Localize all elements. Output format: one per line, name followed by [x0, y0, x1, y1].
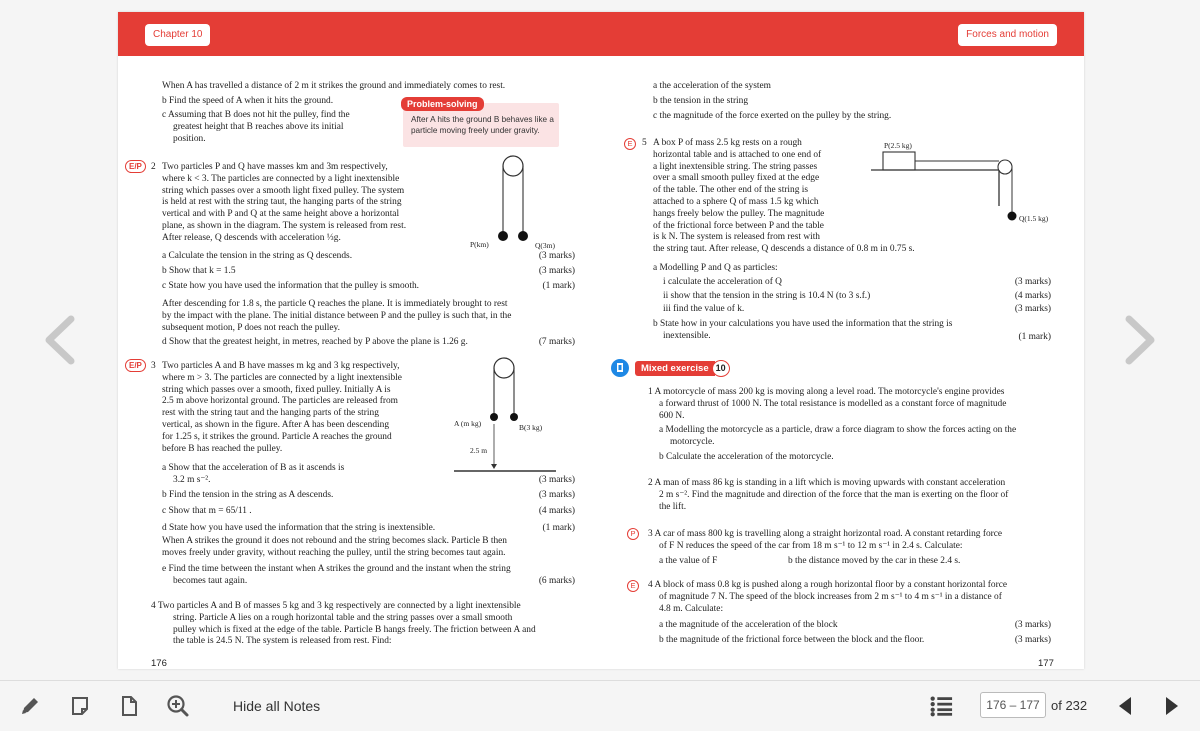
q5-diagram-q-label: Q(1.5 kg) — [1019, 214, 1049, 223]
next-spread-arrow-icon[interactable] — [1120, 315, 1160, 365]
page-range-field[interactable]: 176 – 177 — [980, 692, 1046, 718]
m1-lines-line: 600 N. — [659, 410, 685, 421]
q2d: d Show that the greatest height, in metres, reached by P above the plane is 1.26 g. — [162, 337, 468, 347]
q2-lines-line: Two particles P and Q have masses km and 3m respectively, — [162, 162, 388, 172]
problem-solving-box — [403, 99, 559, 147]
q2-after-line: by the impact with the plane. The initial distance between P and the pulley is such that, in the — [162, 310, 512, 321]
prev-spread-arrow-icon[interactable] — [40, 315, 80, 365]
q4-lines-line: string. Particle A lies on a rough horizontal table and the string passes over a small smooth — [173, 612, 513, 623]
m2-lines-line: the lift. — [659, 501, 687, 512]
q3-lines-line: for 1.25 s, it strikes the ground. Particle A reaches the ground — [162, 431, 392, 442]
q3-lines-line: Two particles A and B have masses m kg and 3 kg respectively, — [162, 361, 400, 371]
p-badge-m3: P — [627, 528, 639, 540]
q5-lines-line: horizontal table and is attached to one end of — [653, 149, 822, 160]
q3-lines-line: 2.5 m above horizontal ground. The particles are released from — [162, 396, 398, 407]
q2b: b Show that k = 1.5 — [162, 266, 236, 276]
q1c-line-2: greatest height that B reaches above its initial — [173, 122, 344, 132]
q3e-marks: (6 marks) — [538, 576, 575, 586]
ep-badge-q3: E/P — [125, 359, 146, 372]
m2-lines-line: 2 m s⁻². Find the magnitude and direction of the force that the man is exerting on the floor of — [659, 489, 1009, 500]
q3-after-line: When A strikes the ground it does not rebound and the string becomes slack. Particle B then — [162, 536, 507, 546]
left-page — [118, 56, 601, 669]
mixed-q4a-marks: (3 marks) — [1014, 620, 1051, 630]
q4-lines-line: the table is 24.5 N. The system is released from rest. Find: — [173, 636, 392, 647]
q5-lines-line: a light inextensible string. The string passes — [653, 161, 818, 172]
mixed-q4a: a the magnitude of the acceleration of the block — [659, 620, 838, 630]
q3-lines-line: vertical, as shown in the figure. After A has been descending — [162, 420, 390, 430]
q2-after-line: After descending for 1.8 s, the particle Q reaches the plane. It is immediately brought to rest — [162, 299, 508, 309]
mixed-q1a-line-2: motorcycle. — [670, 437, 715, 447]
list-icon[interactable] — [929, 694, 953, 718]
q3b: b Find the tension in the string as A descends. — [162, 490, 334, 500]
q5aiii-marks: (3 marks) — [1014, 304, 1051, 314]
q3c-marks: (4 marks) — [538, 506, 575, 516]
chapter-header-bar — [118, 12, 1084, 56]
q2-number: 2 — [151, 162, 156, 172]
q2-lines-line: is held at rest with the string taut, the hanging parts of the string — [162, 197, 402, 208]
ep-badge-q2: E/P — [125, 160, 146, 173]
q5-lines-line: A box P of mass 2.5 kg rests on a rough — [653, 138, 802, 148]
q5-lines-line: the string taut. After release, Q descends a distance of 0.8 m in 0.75 s. — [653, 244, 915, 255]
q5-lines-line: is k N. The system is released from rest with — [653, 232, 820, 243]
q1c-line-1: c Assuming that B does not hit the pulley, find the — [162, 110, 350, 120]
right-page — [601, 56, 1084, 669]
q5ai: i calculate the acceleration of Q — [663, 277, 782, 287]
q2c: c State how you have used the information that the pulley is smooth. — [162, 281, 419, 291]
mixed-q3a: a the value of F — [659, 556, 718, 566]
q1-intro: When A has travelled a distance of 2 m it strikes the ground and immediately comes to rest. — [162, 81, 506, 91]
mixed-exercise-icon — [611, 359, 629, 377]
q2c-marks: (1 mark) — [542, 281, 575, 291]
m4-lines-line: 4 A block of mass 0.8 kg is pushed along a rough horizontal floor by a constant horizontal force — [648, 580, 1008, 590]
q1b: b Find the speed of A when it hits the ground. — [162, 96, 334, 106]
q4-lines-line: pulley which is fixed at the edge of the table. Particle B hangs freely. The friction between A and — [173, 624, 536, 635]
q3-after-line: moves freely under gravity, without reaching the pulley, until the string becomes taut again. — [162, 547, 506, 558]
mixed-q1a-line-1: a Modelling the motorcycle as a particle, draw a force diagram to show the forces acting on the — [659, 425, 1017, 435]
m1-lines-line: 1 A motorcycle of mass 200 kg is moving along a level road. The motorcycle's engine provides — [648, 387, 1005, 397]
q4a: a the acceleration of the system — [653, 81, 771, 91]
q3-lines-line: where m > 3. The particles are connected by a light inextensible — [162, 372, 402, 383]
q2a: a Calculate the tension in the string as Q descends. — [162, 251, 353, 261]
q3-lines-line: before B has reached the pulley. — [162, 443, 283, 454]
q3a-marks: (3 marks) — [538, 475, 575, 485]
m2-lines-line: 2 A man of mass 86 kg is standing in a lift which is moving upwards with constant acceleration — [648, 478, 1006, 488]
q5b-marks: (1 mark) — [1018, 332, 1051, 342]
q2-diagram-p-label: P(km) — [470, 240, 489, 249]
note-icon[interactable] — [68, 694, 92, 718]
q3d-marks: (1 mark) — [542, 523, 575, 533]
mixed-exercise-number: 10 — [712, 360, 730, 377]
q3-number: 3 — [151, 361, 156, 371]
q2-lines-line: plane, as shown in the diagram. The system is released from rest. — [162, 221, 407, 231]
q3c: c Show that m = 65/11 . — [162, 506, 252, 516]
q2-lines-line: where k < 3. The particles are connected by a light inextensible — [162, 173, 400, 184]
problem-solving-text: After A hits the ground B behaves like a particle moving freely under gravity. — [411, 115, 554, 135]
page-icon[interactable] — [117, 694, 141, 718]
q4-lines-line: 4 Two particles A and B of masses 5 kg and 3 kg respectively are connected by a light inextensible — [151, 601, 521, 611]
q5b-line-1: b State how in your calculations you have used the information that the string is — [653, 319, 953, 329]
q5-lines-line: over a small smooth pulley fixed at the edge — [653, 173, 820, 184]
mixed-q4b-marks: (3 marks) — [1014, 635, 1051, 645]
q3a-line-1: a Show that the acceleration of B as it ascends is — [162, 463, 345, 473]
q3-lines-line: string which passes over a smooth, fixed pulley. Initially A is — [162, 384, 391, 395]
q5-lines-line: of the frictional force between P and the table — [653, 220, 824, 231]
q5-lines-line: attached to a sphere Q of mass 1.5 kg which — [653, 197, 819, 207]
mixed-exercise-label: Mixed exercise — [635, 361, 715, 376]
q5a: a Modelling P and Q as particles: — [653, 263, 778, 273]
hide-notes-button[interactable]: Hide all Notes — [233, 698, 321, 714]
q5-lines-line: of the table. The other end of the string is — [653, 185, 808, 196]
q5-lines-line: hangs freely below the pulley. The magnitude — [653, 208, 825, 219]
m3-lines-line: 3 A car of mass 800 kg is travelling along a straight horizontal road. A constant retarding force — [648, 529, 1003, 539]
next-icon[interactable] — [1160, 694, 1184, 718]
q2-pulley-diagram — [463, 154, 563, 246]
q3d: d State how you have used the information that the string is inextensible. — [162, 523, 436, 533]
m4-lines-line: of magnitude 7 N. The speed of the block increases from 2 m s⁻¹ to 4 m s⁻¹ in a distance of — [659, 591, 1002, 602]
q2-after-line: subsequent motion, P does not reach the pulley. — [162, 322, 340, 333]
pencil-icon[interactable] — [18, 694, 42, 718]
problem-solving-label: Problem-solving — [401, 97, 484, 111]
m1-lines-line: a forward thrust of 1000 N. The total resistance is modelled as a constant force of magnitude — [659, 398, 1007, 409]
q3-diagram-a-label: A (m kg) — [454, 419, 482, 428]
q3b-marks: (3 marks) — [538, 490, 575, 500]
right-page-number: 177 — [1038, 658, 1054, 669]
q2-lines-line: vertical and with P and Q at the same height above a horizontal — [162, 209, 400, 220]
q2b-marks: (3 marks) — [538, 266, 575, 276]
m4-lines-line: 4.8 m. Calculate: — [659, 603, 724, 614]
mixed-q4b: b the magnitude of the frictional force between the block and the floor. — [659, 635, 925, 645]
q3-pulley-diagram — [448, 356, 558, 478]
q1c-line-3: position. — [173, 134, 206, 144]
q3e-line-2: becomes taut again. — [173, 576, 248, 586]
mixed-q3b: b the distance moved by the car in these 2.4 s. — [788, 556, 961, 566]
q3e-line-1: e Find the time between the instant when A strikes the ground and the instant when the string — [162, 564, 511, 574]
zoom-in-icon[interactable] — [166, 694, 190, 718]
q5-number: 5 — [642, 138, 647, 148]
q2-diagram-q-label: Q(3m) — [535, 241, 555, 250]
m3-lines-line: of F N reduces the speed of the car from 18 m s⁻¹ to 12 m s⁻¹ in 2.4 s. Calculate: — [659, 540, 963, 551]
q5aiii: iii find the value of k. — [663, 304, 745, 314]
q2a-marks: (3 marks) — [538, 251, 575, 261]
prev-icon[interactable] — [1113, 694, 1137, 718]
page-spread — [118, 12, 1084, 669]
e-badge-q5: E — [624, 138, 636, 150]
page-total-label: of 232 — [1051, 698, 1088, 713]
q5ai-marks: (3 marks) — [1014, 277, 1051, 287]
reader-toolbar — [0, 680, 1200, 731]
mixed-q1b: b Calculate the acceleration of the motorcycle. — [659, 452, 834, 462]
q4c: c the magnitude of the force exerted on the pulley by the string. — [653, 111, 892, 121]
left-page-number: 176 — [151, 658, 167, 669]
q5-diagram-p-label: P(2.5 kg) — [884, 141, 912, 150]
q3-lines-line: rest with the string taut and the hanging parts of the string — [162, 408, 379, 419]
q3-diagram-height-label: 2.5 m — [470, 446, 488, 455]
q3-diagram-b-label: B(3 kg) — [519, 423, 543, 432]
q5aii: ii show that the tension in the string is 10.4 N (to 3 s.f.) — [663, 291, 871, 301]
q2d-marks: (7 marks) — [538, 337, 575, 347]
q3a-line-2: 3.2 m s⁻². — [173, 475, 211, 485]
topic-label: Forces and motion — [958, 24, 1057, 46]
mixed-exercise-heading — [611, 359, 730, 377]
q2-lines-line: string which passes over a smooth light fixed pulley. The system — [162, 185, 405, 196]
q5aii-marks: (4 marks) — [1014, 291, 1051, 301]
chapter-label: Chapter 10 — [145, 24, 210, 46]
q2-lines-line: After release, Q descends with acceleration ⅓g. — [162, 232, 341, 243]
e-badge-m4: E — [627, 580, 639, 592]
q5b-line-2: inextensible. — [663, 331, 711, 341]
q4b: b the tension in the string — [653, 96, 749, 106]
